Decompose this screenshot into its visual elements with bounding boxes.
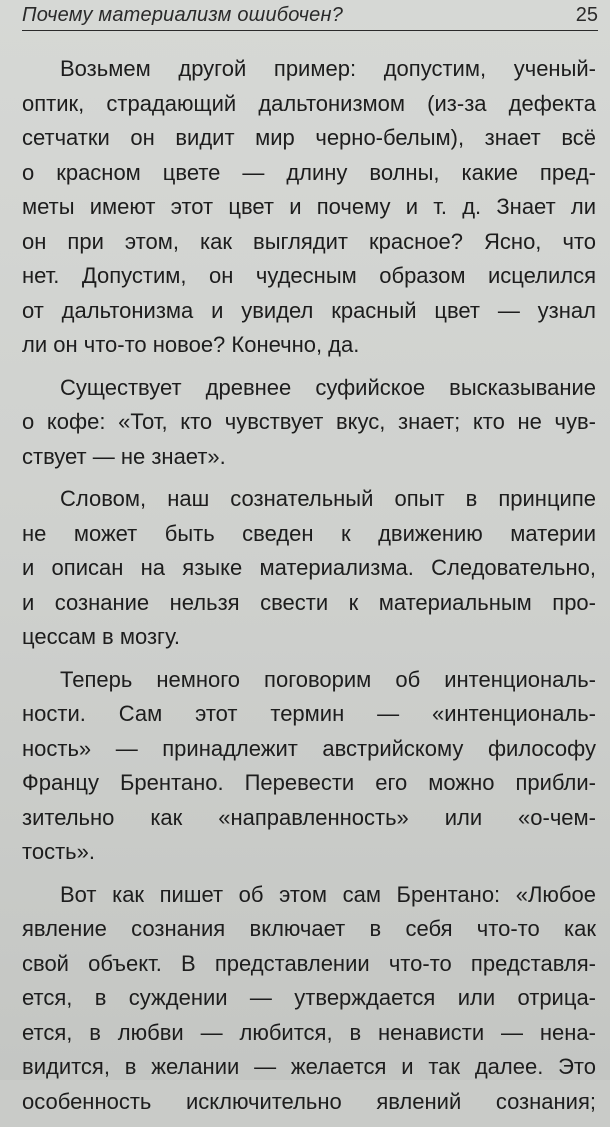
- text-line: не может быть сведен к движению материи: [22, 520, 596, 546]
- text-line: зительно как «направленность» или «о-чем-: [22, 804, 596, 830]
- text-line: Францу Брентано. Перевести его можно прибли-: [22, 770, 596, 795]
- text-line: свой объект. В представлении что-то представля-: [22, 950, 596, 976]
- paragraph-4: [22, 663, 596, 870]
- text-line: о красном цвете — длину волны, какие пред-: [22, 159, 596, 185]
- text-line: и сознание нельзя свести к материальным про-: [22, 589, 596, 615]
- text-line: сетчатки он видит мир черно-белым), знает всё: [22, 125, 596, 150]
- text-line: Возьмем другой пример: допустим, ученый-: [60, 56, 596, 81]
- text-line: ется, в любви — любится, в ненависти — нена-: [22, 1019, 596, 1045]
- page-number: 25: [575, 4, 598, 26]
- text-line: оптик, страдающий дальтонизмом (из-за дефекта: [22, 90, 596, 116]
- text-line: явление сознания включает в себя что-то как: [22, 916, 596, 941]
- text-line: нет. Допустим, он чудесным образом исцелился: [22, 263, 596, 288]
- paragraph-5: [22, 878, 596, 1120]
- text-line: ется, в суждении — утверждается или отрица-: [22, 985, 596, 1010]
- text-line: особенность исключительно явлений сознания;: [22, 1088, 596, 1114]
- text-line: ствует — не знает».: [22, 443, 226, 469]
- text-line: Существует древнее суфийское высказывание: [60, 374, 596, 400]
- text-line: ность» — принадлежит австрийскому философу: [22, 735, 596, 761]
- text-line: ли он что-то новое? Конечно, да.: [22, 332, 360, 357]
- text-line: ности. Сам этот термин — «интенциональ-: [22, 701, 596, 726]
- text-line: Словом, наш сознательный опыт в принципе: [60, 486, 596, 511]
- running-head: [22, 2, 598, 31]
- text-line: видится, в желании — желается и так далее. Это: [22, 1054, 596, 1079]
- text-line: цессам в мозгу.: [22, 624, 180, 649]
- text-line: и описан на языке материализма. Следовательно,: [22, 555, 596, 580]
- running-title: Почему материализм ошибочен?: [22, 4, 344, 26]
- text-line: Теперь немного поговорим об интенциональ-: [60, 666, 596, 692]
- text-line: меты имеют этот цвет и почему и т. д. Знает ли: [22, 194, 596, 219]
- paragraph-1: [22, 52, 596, 363]
- text-line: тость».: [22, 839, 95, 864]
- body-text: [22, 52, 596, 1127]
- paragraph-2: [22, 371, 596, 475]
- text-line: от дальтонизма и увидел красный цвет — узнал: [22, 297, 596, 323]
- text-line: он при этом, как выглядит красное? Ясно, что: [22, 228, 596, 254]
- paragraph-3: [22, 482, 596, 655]
- text-line: о кофе: «Тот, кто чувствует вкус, знает; кто не чув-: [22, 409, 596, 434]
- text-line: Вот как пишет об этом сам Брентано: «Любое: [60, 881, 596, 907]
